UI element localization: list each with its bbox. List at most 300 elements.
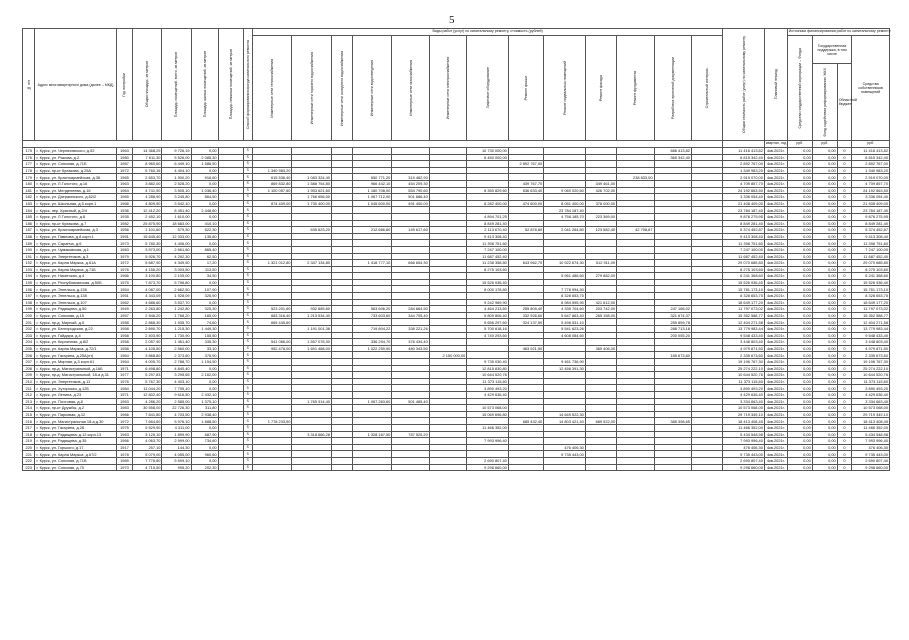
cell-a3: [218, 279, 243, 286]
cell-w11: [617, 167, 654, 174]
cell-a3: 0,00: [191, 365, 218, 372]
cell-w4: [352, 220, 392, 227]
cell-w3: [331, 273, 352, 280]
cell-s4: 11 373 115,60: [852, 378, 890, 385]
cell-a3: 1 375,10: [191, 398, 218, 405]
table-row: [23, 174, 890, 181]
cell-total: 24 192 663,50: [723, 187, 765, 194]
cell-w7: [467, 431, 509, 438]
cell-w3: [331, 464, 352, 471]
cell-addr: г. Курск, пр-кт Кулакова, д.7: [35, 220, 116, 227]
cell-w7: 9 413 308,40: [467, 233, 509, 240]
cell-w10: 369 406,00: [585, 345, 616, 352]
cell-w12: [654, 444, 691, 451]
cell-s4: 9 735 443,00: [852, 451, 890, 458]
cell-total: 2 335 673,60: [723, 352, 765, 359]
cell-s2: 0,00: [812, 293, 837, 300]
cell-total: 15 526 936,40: [723, 279, 765, 286]
cell-w7: 8 000 178,80: [467, 286, 509, 293]
cell-w5: [392, 154, 429, 161]
cell-s2: 0,00: [812, 306, 837, 313]
cell-per: 4кв.2021г.: [764, 260, 787, 267]
cell-s4: 8 275 103,60: [852, 266, 890, 273]
cell-w4: 1 067 263,60: [352, 398, 392, 405]
cell-a3: 1 036,40: [191, 187, 218, 194]
header-work-7: Лифтовое оборудование: [467, 36, 509, 141]
cell-w10: [585, 398, 616, 405]
cell-total: 8 275 103,60: [723, 266, 765, 273]
table-row: [23, 207, 890, 214]
cell-a2: 4 703,50: [162, 411, 191, 418]
units-spacer: [23, 141, 723, 148]
cell-a1: 5 687,90: [133, 260, 162, 267]
cell-s3: 0: [837, 253, 852, 260]
cell-total: 2 690 807,40: [723, 457, 765, 464]
cell-a3: 1 154,50: [191, 359, 218, 366]
cell-w9: 9 060 020,60: [544, 187, 586, 194]
cell-addr: г. Курск, ул. Энгельса, д.136: [35, 286, 116, 293]
cell-mark: S: [243, 339, 252, 346]
cell-a1: 4 286,20: [133, 398, 162, 405]
cell-w12: [654, 174, 691, 181]
cell-w11: [617, 260, 654, 267]
cell-mark: S: [243, 352, 252, 359]
cell-w10: [585, 326, 616, 333]
cell-w11: [617, 398, 654, 405]
cell-a3: [218, 418, 243, 425]
cell-w3: [331, 161, 352, 168]
cell-n: 197: [23, 293, 35, 300]
cell-s2: 0,00: [812, 148, 837, 155]
cell-w8: [508, 240, 543, 247]
cell-s1: 0,00: [787, 227, 812, 234]
cell-w1: [252, 293, 292, 300]
cell-s2: 0,00: [812, 180, 837, 187]
cell-w10: [585, 246, 616, 253]
cell-s2: 0,00: [812, 167, 837, 174]
cell-a3: [218, 332, 243, 339]
cell-w9: 5 961 486,60: [544, 273, 586, 280]
cell-w10: [585, 154, 616, 161]
cell-a2: 6 449,10: [162, 161, 191, 168]
cell-per: 4кв.2021г.: [764, 438, 787, 445]
cell-s1: 0,00: [787, 299, 812, 306]
cell-s3: 0: [837, 378, 852, 385]
cell-w8: 536 633,40: [508, 187, 543, 194]
cell-w2: 1 557 078,30: [292, 339, 332, 346]
cell-mark: S: [243, 372, 252, 379]
cell-addr: г. Курск, ул. Горького, д.17: [35, 444, 116, 451]
cell-w8: [508, 332, 543, 339]
cell-year: 1958: [116, 326, 133, 333]
cell-w10: [585, 161, 616, 168]
cell-w6: [429, 207, 466, 214]
cell-w7: 15 069 696,80: [467, 411, 509, 418]
cell-a1: 30 558,00: [133, 405, 162, 412]
cell-a3: 864,50: [191, 194, 218, 201]
cell-w12: [654, 194, 691, 201]
cell-year: 1963: [116, 431, 133, 438]
cell-s1: 0,00: [787, 431, 812, 438]
cell-w13: [691, 279, 722, 286]
cell-a1: 2 403,90: [133, 332, 162, 339]
cell-w2: [292, 378, 332, 385]
cell-addr: г. Курск, ул. Мирная, д.3 корп.61: [35, 359, 116, 366]
cell-w4: [352, 213, 392, 220]
cell-a1: 2 946,20: [133, 312, 162, 319]
table-row: [23, 444, 890, 451]
cell-w9: [544, 253, 586, 260]
cell-w9: 14 649 522,30: [544, 411, 586, 418]
cell-s2: 0,00: [812, 319, 837, 326]
cell-a2: 4 349,50: [162, 260, 191, 267]
cell-s2: 0,00: [812, 424, 837, 431]
cell-w3: [331, 312, 352, 319]
cell-a3: [218, 286, 243, 293]
cell-n: 222: [23, 457, 35, 464]
cell-year: 1962: [116, 299, 133, 306]
cell-total: 2 892 767,00: [723, 161, 765, 168]
cell-a3: 0,00: [191, 378, 218, 385]
cell-w8: 439 767,70: [508, 180, 543, 187]
cell-w3: [331, 220, 352, 227]
cell-a2: 5 526,00: [162, 154, 191, 161]
cell-s4: 11 398 751,60: [852, 240, 890, 247]
cell-per: 4кв.2021г.: [764, 293, 787, 300]
cell-w3: [331, 339, 352, 346]
cell-w1: [252, 365, 292, 372]
table-row: [23, 464, 890, 471]
cell-mark: S: [243, 312, 252, 319]
table-row: [23, 326, 890, 333]
cell-s3: 0: [837, 319, 852, 326]
cell-w9: [544, 339, 586, 346]
cell-total: 8 849 281,40: [723, 220, 765, 227]
cell-a2: 1 461,40: [162, 339, 191, 346]
cell-w7: 11 466 352,00: [467, 424, 509, 431]
cell-year: 1976: [116, 378, 133, 385]
cell-w12: [654, 246, 691, 253]
cell-s2: 0,00: [812, 339, 837, 346]
cell-s2: 0,00: [812, 174, 837, 181]
cell-w13: [691, 444, 722, 451]
cell-w4: [352, 378, 392, 385]
cell-per: 4кв.2021г.: [764, 207, 787, 214]
cell-s3: 0: [837, 398, 852, 405]
cell-addr: г. Курск, ул. Красноармейская, д.38: [35, 174, 116, 181]
cell-s2: 0,00: [812, 385, 837, 392]
cell-w4: [352, 299, 392, 306]
units-row: [23, 141, 890, 148]
header-source-2a: Фонд содействия реформированию ЖКХ: [812, 64, 837, 141]
cell-w1: [252, 266, 292, 273]
cell-a2: 1 899,90: [162, 431, 191, 438]
cell-w9: [544, 266, 586, 273]
cell-w2: [292, 167, 332, 174]
cell-total: 7 247 100,00: [723, 246, 765, 253]
cell-w2: [292, 246, 332, 253]
cell-s4: 8 328 653,75: [852, 293, 890, 300]
cell-w9: [544, 438, 586, 445]
cell-a3: 0,00: [191, 279, 218, 286]
table-row: [23, 319, 890, 326]
cell-w2: [292, 273, 332, 280]
cell-w2: [292, 411, 332, 418]
cell-w6: 2 150 000,00: [429, 352, 466, 359]
cell-w5: [392, 464, 429, 471]
cell-w5: 480 343,50: [392, 345, 429, 352]
cell-w12: 686 413,82: [654, 148, 691, 155]
cell-s1: 0,00: [787, 332, 812, 339]
cell-per: 4кв.2021г.: [764, 464, 787, 471]
cell-per: 4кв.2021г.: [764, 398, 787, 405]
cell-s1: 0,00: [787, 464, 812, 471]
cell-s1: 0,00: [787, 372, 812, 379]
cell-s4: 2 335 673,60: [852, 352, 890, 359]
cell-w9: 7 778 994,30: [544, 286, 586, 293]
cell-a3: 107,90: [191, 286, 218, 293]
cell-w3: [331, 418, 352, 425]
cell-a2: 2 528,20: [162, 180, 191, 187]
cell-per: 4кв.2021г.: [764, 233, 787, 240]
cell-w4: [352, 279, 392, 286]
cell-w8: [508, 405, 543, 412]
cell-mark: S: [243, 385, 252, 392]
cell-year: 1958: [116, 345, 133, 352]
cell-year: 1983: [116, 246, 133, 253]
cell-w13: [691, 438, 722, 445]
cell-mark: S: [243, 345, 252, 352]
cell-total: 6 815 342,40: [723, 154, 765, 161]
table-row: [23, 306, 890, 313]
cell-w1: [252, 457, 292, 464]
cell-w6: [429, 345, 466, 352]
table-row: [23, 167, 890, 174]
cell-w7: 10 730 000,00: [467, 148, 509, 155]
cell-w5: 501 686,40: [392, 194, 429, 201]
cell-w7: 8 282 400,00: [467, 200, 509, 207]
cell-mark: S: [243, 279, 252, 286]
cell-a3: [218, 405, 243, 412]
cell-per: 4кв.2021г.: [764, 161, 787, 168]
cell-w12: [654, 220, 691, 227]
table-row: [23, 411, 890, 418]
cell-year: 1971: [116, 391, 133, 398]
cell-a2: 4 055,00: [162, 451, 191, 458]
cell-w12: [654, 424, 691, 431]
cell-mark: S: [243, 200, 252, 207]
cell-w9: 5 541 623,26: [544, 326, 586, 333]
cell-s3: 0: [837, 240, 852, 247]
cell-w13: [691, 411, 722, 418]
cell-w7: 7 247 100,00: [467, 246, 509, 253]
cell-w11: [617, 299, 654, 306]
cell-w6: [429, 326, 466, 333]
cell-a1: 7 873,70: [133, 279, 162, 286]
cell-total: 9 876 275,95: [723, 213, 765, 220]
cell-w1: [252, 424, 292, 431]
cell-w1: [252, 359, 292, 366]
cell-w12: [654, 345, 691, 352]
cell-s1: 0,00: [787, 352, 812, 359]
cell-a1: 257,10: [133, 444, 162, 451]
cell-w12: [654, 240, 691, 247]
cell-s3: 0: [837, 444, 852, 451]
cell-w9: 12 458 391,30: [544, 365, 586, 372]
cell-w9: 2 041 264,80: [544, 227, 586, 234]
cell-s1: 0,00: [787, 148, 812, 155]
cell-year: 1964: [116, 359, 133, 366]
cell-w4: [352, 148, 392, 155]
cell-w8: [508, 457, 543, 464]
cell-w2: [292, 279, 332, 286]
cell-w1: [252, 398, 292, 405]
cell-total: 25 274 222,10: [723, 365, 765, 372]
cell-total: 3 890 493,20: [723, 385, 765, 392]
cell-w1: 1 321 012,80: [252, 260, 292, 267]
cell-w11: [617, 326, 654, 333]
cell-w10: [585, 438, 616, 445]
cell-s2: 0,00: [812, 200, 837, 207]
cell-w11: [617, 365, 654, 372]
cell-total: 29 070 685,80: [723, 260, 765, 267]
cell-w11: [617, 438, 654, 445]
cell-w5: [392, 352, 429, 359]
cell-mark: S: [243, 293, 252, 300]
cell-w10: [585, 293, 616, 300]
cell-s2: 0,00: [812, 273, 837, 280]
cell-s3: 0: [837, 424, 852, 431]
cell-w1: [252, 240, 292, 247]
cell-year: 1965: [116, 194, 133, 201]
cell-n: 187: [23, 227, 35, 234]
cell-mark: S: [243, 233, 252, 240]
cell-a3: [218, 266, 243, 273]
cell-per: 4кв.2021г.: [764, 286, 787, 293]
cell-w4: [352, 207, 392, 214]
cell-total: 1 340 983,20: [723, 167, 765, 174]
cell-s4: 4 709 857,70: [852, 180, 890, 187]
cell-w4: [352, 359, 392, 366]
cell-w3: [331, 260, 352, 267]
table-row: [23, 246, 890, 253]
cell-s4: 10 644 520,76: [852, 372, 890, 379]
cell-w6: [429, 273, 466, 280]
cell-w4: [352, 372, 392, 379]
cell-w13: [691, 391, 722, 398]
header-area-common: Площадь помещений, всего, кв.метров: [162, 29, 191, 141]
cell-s4: 6 815 342,40: [852, 154, 890, 161]
cell-s4: 5 374 452,87: [852, 227, 890, 234]
cell-s4: 3 334 663,40: [852, 398, 890, 405]
cell-a2: 3 245,80: [162, 194, 191, 201]
cell-mark: S: [243, 227, 252, 234]
cell-w6: [429, 299, 466, 306]
cell-s1: 0,00: [787, 273, 812, 280]
cell-w5: 787 525,20: [392, 431, 429, 438]
cell-w10: [585, 431, 616, 438]
cell-per: 4кв.2021г.: [764, 279, 787, 286]
cell-year: 1963: [116, 180, 133, 187]
cell-w6: [429, 339, 466, 346]
table-row: [23, 431, 890, 438]
cell-mark: S: [243, 161, 252, 168]
cell-s3: 0: [837, 200, 852, 207]
cell-w11: [617, 372, 654, 379]
cell-w12: [654, 464, 691, 471]
cell-w3: [331, 148, 352, 155]
cell-w1: [252, 207, 292, 214]
cell-year: 1964: [116, 352, 133, 359]
cell-s4: 3 336 054,40: [852, 194, 890, 201]
table-row: [23, 266, 890, 273]
cell-s4: 3 890 493,20: [852, 385, 890, 392]
cell-w5: [392, 279, 429, 286]
cell-n: 210: [23, 378, 35, 385]
cell-a2: 12 333,00: [162, 233, 191, 240]
cell-total: 11 398 751,60: [723, 240, 765, 247]
cell-s3: 0: [837, 345, 852, 352]
cell-n: 179: [23, 174, 35, 181]
cell-w5: [392, 148, 429, 155]
cell-w7: 10 573 068,00: [467, 405, 509, 412]
cell-w7: 5 700 618,16: [467, 326, 509, 333]
cell-w3: [331, 187, 352, 194]
cell-addr: г. Курск, ул. Кирпичная, д.8/2: [35, 339, 116, 346]
cell-w8: 474 600,00: [508, 200, 543, 207]
cell-total: 15 352 588,77: [723, 312, 765, 319]
cell-mark: S: [243, 207, 252, 214]
cell-w1: 541 066,00: [252, 339, 292, 346]
cell-a3: [218, 260, 243, 267]
cell-w8: 643 962,70: [508, 260, 543, 267]
cell-w12: [654, 411, 691, 418]
cell-w7: [467, 194, 509, 201]
cell-per: 4кв.2021г.: [764, 154, 787, 161]
cell-w2: [292, 391, 332, 398]
cell-s4: 7 247 100,00: [852, 246, 890, 253]
cell-w12: [654, 365, 691, 372]
cell-w8: [508, 273, 543, 280]
cell-s4: 24 192 663,50: [852, 187, 890, 194]
cell-s3: 0: [837, 405, 852, 412]
cell-a2: 2 585,00: [162, 398, 191, 405]
cell-mark: S: [243, 148, 252, 155]
cell-total: 4 979 871,50: [723, 345, 765, 352]
table-row: [23, 438, 890, 445]
cell-w5: 338 221,26: [392, 326, 429, 333]
cell-w6: [429, 319, 466, 326]
cell-mark: S: [243, 457, 252, 464]
cell-s2: 0,00: [812, 154, 837, 161]
cell-s2: 0,00: [812, 299, 837, 306]
cell-addr: г. Курск, ул. Энергетиков, д.3: [35, 253, 116, 260]
cell-a2: 579,30: [162, 227, 191, 234]
cell-per: 4кв.2021г.: [764, 339, 787, 346]
cell-w7: 2 690 807,40: [467, 457, 509, 464]
cell-w10: [585, 194, 616, 201]
cell-s4: 12 404 271,58: [852, 319, 890, 326]
cell-w12: [654, 286, 691, 293]
cell-w5: [392, 273, 429, 280]
cell-a3: 0,00: [191, 444, 218, 451]
cell-w11: [617, 405, 654, 412]
cell-addr: г. Курск, ул. Никитская, д.4: [35, 273, 116, 280]
cell-addr: г. Курск, ул. Союзная, д.71Б: [35, 161, 116, 168]
cell-w7: 6 450 000,00: [467, 154, 509, 161]
cell-s2: 0,00: [812, 227, 837, 234]
cell-s2: 0,00: [812, 246, 837, 253]
